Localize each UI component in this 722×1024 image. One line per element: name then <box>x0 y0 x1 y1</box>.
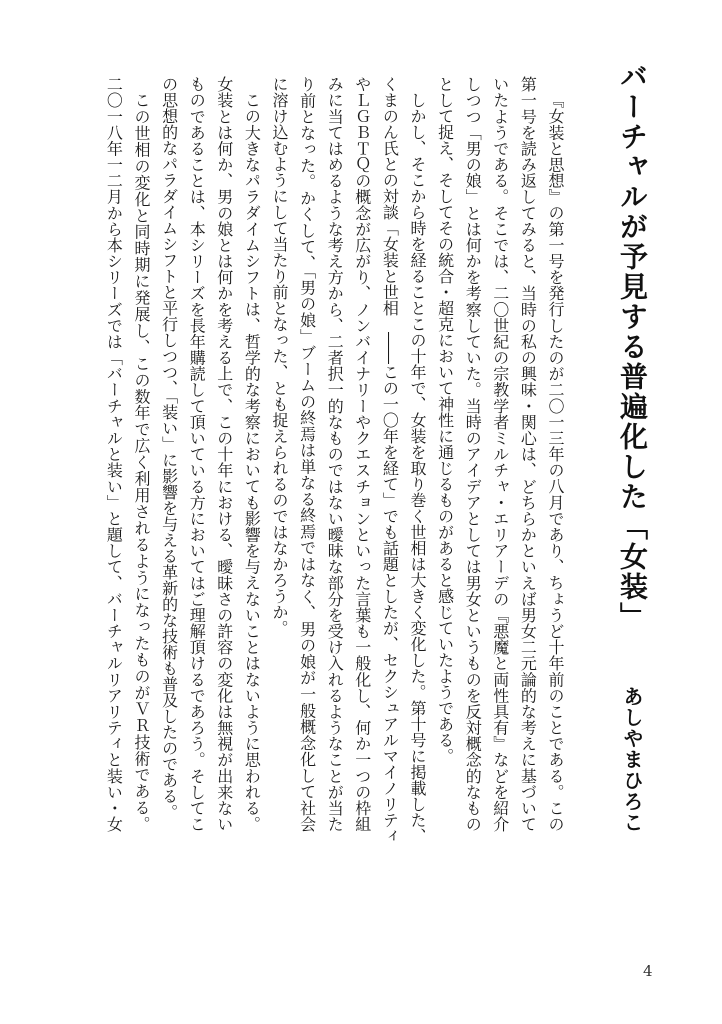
body-line: くまのん氏との対談「女装と世相 ――この一〇年を経て」でも話題としたが、セクシュアルマイノリティ <box>380 76 400 844</box>
body-line: 二〇一八年一二月から本シリーズでは「バーチャルと装い」と題して、バーチャルリアリティと装い・女 <box>104 76 124 832</box>
body-line: に溶け込むようにして当たり前となった、とも捉えられるのではなかろうか。 <box>270 76 289 636</box>
body-line: の思想的なパラダイムシフトと平行しつつ、「装い」に影響を与える革新的な技術も普及したのである。 <box>159 76 179 820</box>
body-line: いたようである。そこでは、二〇世紀の宗教学者ミルチャ・エリアーデの『悪魔と両性具有』などを紹介 <box>490 76 510 832</box>
article-title: バーチャルが予見する普遍化した「女装」 <box>616 62 649 632</box>
body-line: しかし、そこから時を経ることこの十年で、女装を取り巻く世相は大きく変化した。第十号に掲載した、 <box>408 92 427 844</box>
body-line: 第一号を読み返してみると、当時の私の興味・関心は、どちらかといえば男女二元論的な考えに基づいて <box>518 76 538 832</box>
body-line: しつつ「男の娘」とは何かを考察していた。当時のアイデアとしては男女というものを反対概念的なもの <box>463 76 483 832</box>
body-line: として捉え、そしてその統合・超克において神性に通じるものがあると感じていたようである。 <box>435 76 455 764</box>
body-line: やＬＧＢＴＱの概念が広がり、ノンバイナリーやクエスチョンといった言葉も一般化し、何か一つの枠組 <box>352 76 372 832</box>
body-line: この大きなパラダイムシフトは、哲学的な考察においても影響を与えないことはないように思われる。 <box>242 92 262 832</box>
author-name: あしやまひろこ <box>620 686 644 833</box>
body-line: り前となった。かくして、「男の娘」ブームの終焉は単なる終焉ではなく、男の娘が一般概念化して社会 <box>297 76 317 832</box>
body-line: 女装とは何か、男の娘とは何かを考える上で、この十年における、曖昧さの許容の変化は無視が出来ない <box>214 76 234 832</box>
body-line: 『女装と思想』の第一号を発行したのが二〇一三年の八月であり、ちょうど十年前のことである。この <box>546 92 565 832</box>
body-line: この世相の変化と同時期に発展し、この数年で広く利用されるようになったものがＶＲ技術である。 <box>132 92 151 832</box>
body-line: みに当てはめるような考え方から、二者択一的なものではない曖昧な部分を受け入れるようなことが当た <box>325 76 345 832</box>
body-line: ものであることは、本シリーズを長年購読して頂いている方においてはご理解頂けるであろう。そしてこ <box>187 76 207 832</box>
page-number: 4 <box>643 962 653 980</box>
